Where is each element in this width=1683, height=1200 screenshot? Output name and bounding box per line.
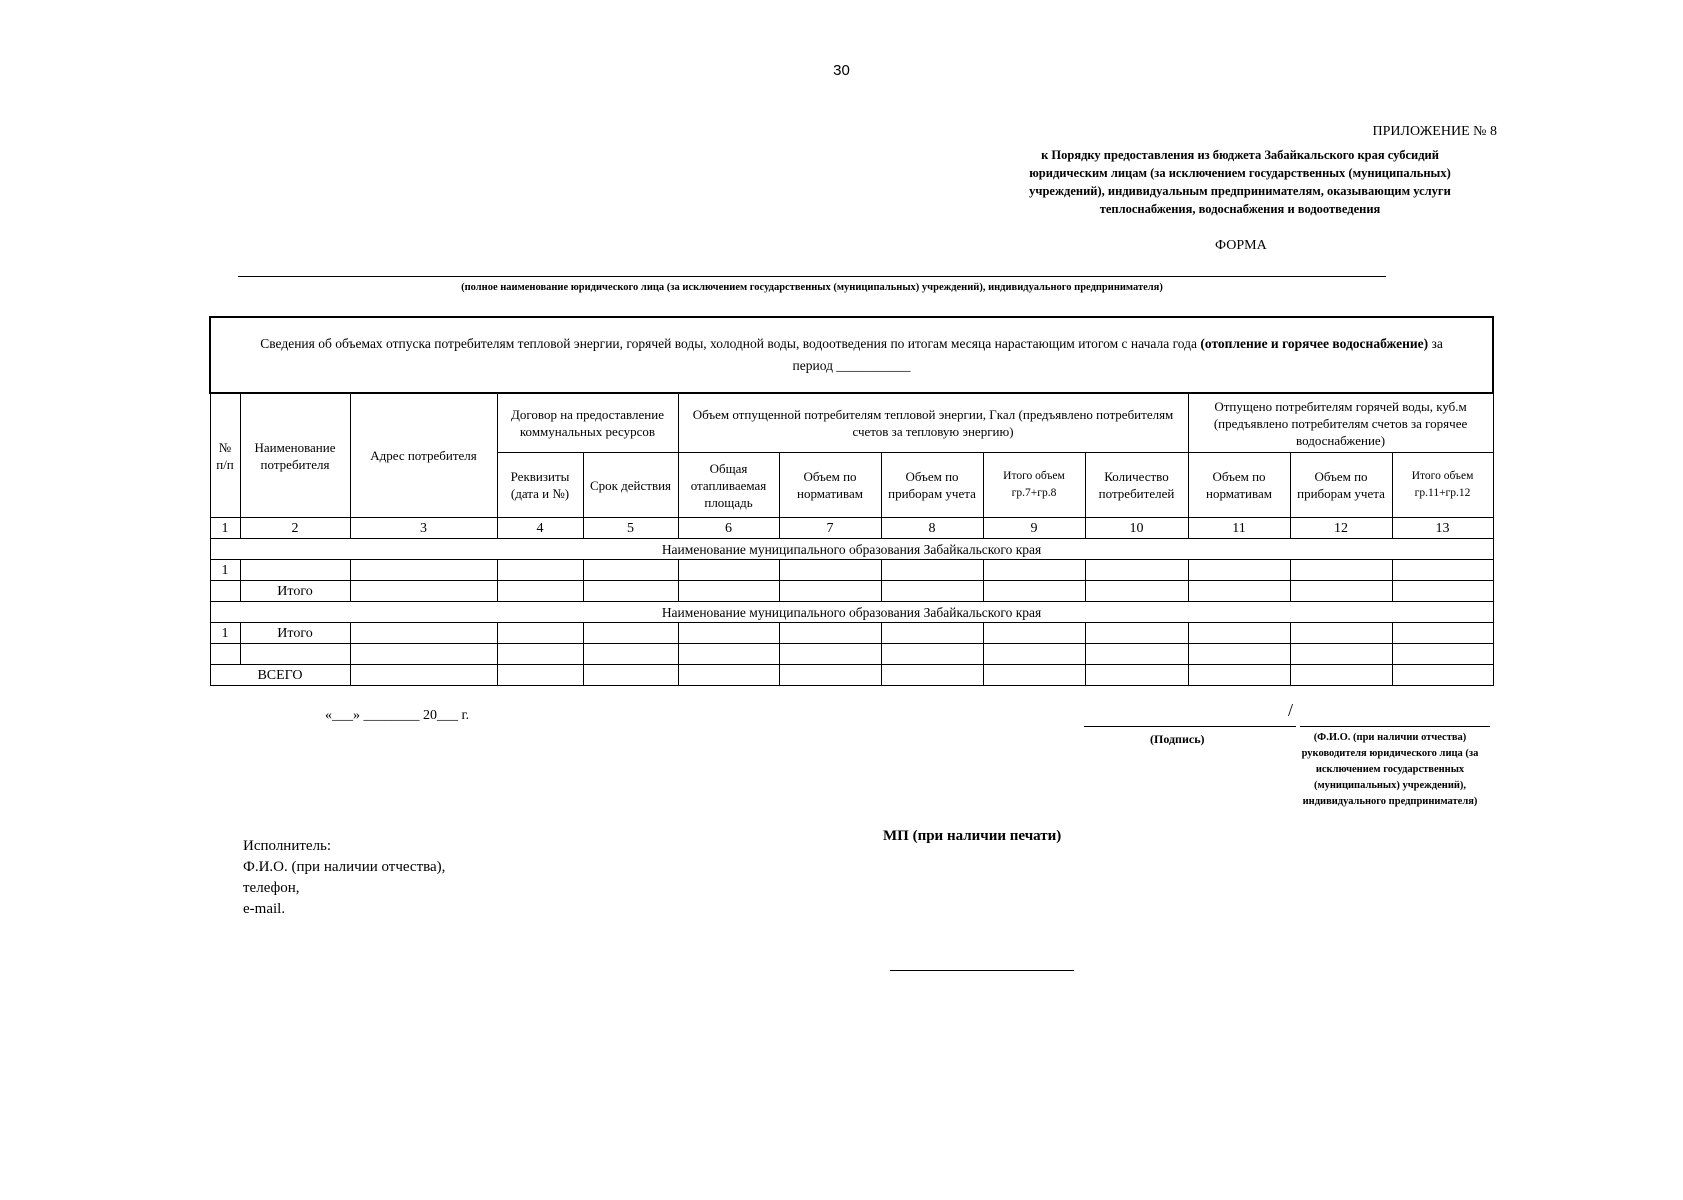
- table-cell: [350, 623, 497, 644]
- table-cell: [881, 560, 983, 581]
- table-cell: [210, 644, 240, 665]
- header-volume-meter: Объем по приборам учета: [881, 453, 983, 518]
- table-row: [210, 581, 1493, 602]
- table-cell: [1085, 644, 1188, 665]
- header-group-water: Отпущено потребителям горячей воды, куб.м (предъявлено потребителям счетов за горячее водоснабжение): [1188, 393, 1493, 453]
- table-cell: [240, 644, 350, 665]
- table-cell: [1290, 665, 1392, 686]
- table-cell: [583, 623, 678, 644]
- grand-total-label: ВСЕГО: [210, 665, 350, 686]
- table-cell: [779, 560, 881, 581]
- organization-name-caption: (полное наименование юридического лица (за исключением государственных (муниципальных) учреждений), индивидуального предпринимателя): [461, 282, 1163, 293]
- executor-email: e-mail.: [243, 901, 286, 917]
- table-cell: [583, 560, 678, 581]
- executor-title: Исполнитель:: [243, 838, 332, 854]
- table-cell: [497, 644, 583, 665]
- table-cell: [678, 665, 779, 686]
- table-title-period: период ___________: [792, 358, 911, 373]
- header-consumers-count: Количество потребителей: [1085, 453, 1188, 518]
- table-cell: [983, 623, 1085, 644]
- table-title-main: Сведения об объемах отпуска потребителям тепловой энергии, горячей воды, холодной воды, водоотведения по итогам месяца нарастающим итогом с начала года: [260, 336, 1198, 351]
- organization-name-line: [238, 276, 1386, 277]
- column-number: 6: [678, 518, 779, 539]
- table-cell: [678, 581, 779, 602]
- header-group-contract: Договор на предоставление коммунальных ресурсов: [497, 393, 678, 453]
- table-cell: [1392, 623, 1493, 644]
- table-cell: [1188, 560, 1290, 581]
- table-cell: [350, 644, 497, 665]
- executor-phone: телефон,: [243, 880, 300, 896]
- header-group-heat: Объем отпущенной потребителям тепловой энергии, Гкал (предъявлено потребителям счетов за тепловую энергию): [678, 393, 1188, 453]
- column-number: 7: [779, 518, 881, 539]
- signature-line: [1084, 726, 1296, 727]
- table-cell: [350, 560, 497, 581]
- table-cell: [497, 560, 583, 581]
- table-cell: [881, 665, 983, 686]
- municipality-label: Наименование муниципального образования Забайкальского края: [210, 602, 1493, 623]
- page-number: 30: [833, 62, 850, 79]
- table-cell: [678, 644, 779, 665]
- table-cell: [983, 560, 1085, 581]
- header-heated-area: Общая отапливаемая площадь: [678, 453, 779, 518]
- table-cell: [881, 623, 983, 644]
- form-label: ФОРМА: [1215, 238, 1267, 253]
- header-total-heat: Итого объем гр.7+гр.8: [983, 453, 1085, 518]
- table-cell: [1392, 560, 1493, 581]
- column-number: 12: [1290, 518, 1392, 539]
- table-cell: [350, 665, 497, 686]
- column-number: 2: [240, 518, 350, 539]
- column-number: 10: [1085, 518, 1188, 539]
- table-cell: [1290, 581, 1392, 602]
- table-cell: [1392, 581, 1493, 602]
- table-cell: [1392, 644, 1493, 665]
- header-volume-norm: Объем по нормативам: [779, 453, 881, 518]
- table-row: [210, 644, 1493, 665]
- table-row: [210, 665, 1493, 686]
- header-no: № п/п: [210, 393, 240, 518]
- column-number: 11: [1188, 518, 1290, 539]
- column-number: 5: [583, 518, 678, 539]
- header-consumer-name: Наименование потребителя: [240, 393, 350, 518]
- report-table: [209, 316, 1494, 686]
- fio-line: [1300, 726, 1490, 727]
- table-cell: [881, 581, 983, 602]
- table-cell: [350, 581, 497, 602]
- header-term: Срок действия: [583, 453, 678, 518]
- subtotal-label: Итого: [240, 581, 350, 602]
- header-consumer-address: Адрес потребителя: [350, 393, 497, 518]
- table-cell: [240, 560, 350, 581]
- table-cell: [1188, 623, 1290, 644]
- table-cell: [779, 665, 881, 686]
- column-number: 3: [350, 518, 497, 539]
- table-cell: [497, 581, 583, 602]
- header-total-water: Итого объем гр.11+гр.12: [1392, 453, 1493, 518]
- table-cell: [1085, 623, 1188, 644]
- table-cell: [881, 644, 983, 665]
- row-index: 1: [210, 560, 240, 581]
- table-title: [210, 317, 1493, 393]
- table-title-bold: (отопление и горячее водоснабжение): [1200, 336, 1429, 351]
- table-cell: [1188, 665, 1290, 686]
- table-cell: [1188, 581, 1290, 602]
- table-row: [210, 623, 1493, 644]
- table-cell: [779, 623, 881, 644]
- table-cell: [210, 581, 240, 602]
- column-number: 1: [210, 518, 240, 539]
- table-row: [210, 560, 1493, 581]
- appendix-text: к Порядку предоставления из бюджета Забайкальского края субсидий юридическим лицам (за исключением государственных (муниципальных) учреждений), индивидуальным предпринимателям, оказывающим услуги теплоснабжения, водоснабжения и водоотведения: [1029, 148, 1451, 216]
- signature-slash: /: [1288, 700, 1294, 720]
- table-cell: [1290, 560, 1392, 581]
- header-volume-norm-water: Объем по нормативам: [1188, 453, 1290, 518]
- table-cell: [583, 665, 678, 686]
- table-title-tail: за: [1431, 336, 1443, 351]
- fio-caption: (Ф.И.О. (при наличии отчества) руководителя юридического лица (за исключением государственных (муниципальных) учреждений), индивидуального предпринимателя): [1301, 732, 1479, 807]
- table-cell: [583, 581, 678, 602]
- header-requisites: Реквизиты (дата и №): [497, 453, 583, 518]
- table-cell: [983, 665, 1085, 686]
- executor-fio: Ф.И.О. (при наличии отчества),: [243, 859, 446, 875]
- executor-block: [243, 836, 445, 920]
- table-cell: [983, 581, 1085, 602]
- subtotal-label: Итого: [240, 623, 350, 644]
- bottom-signature-line: [890, 970, 1074, 971]
- table-cell: [779, 581, 881, 602]
- signature-caption: (Подпись): [1150, 732, 1205, 746]
- column-number: 4: [497, 518, 583, 539]
- appendix-title: ПРИЛОЖЕНИЕ № 8: [1372, 124, 1497, 139]
- table-cell: [497, 665, 583, 686]
- table-cell: [583, 644, 678, 665]
- table-cell: [1085, 581, 1188, 602]
- date-field: «___» ________ 20___ г.: [325, 708, 470, 723]
- table-cell: [983, 644, 1085, 665]
- column-number: 8: [881, 518, 983, 539]
- municipality-label: Наименование муниципального образования Забайкальского края: [210, 539, 1493, 560]
- column-number: 9: [983, 518, 1085, 539]
- table-cell: [1085, 665, 1188, 686]
- table-cell: [678, 623, 779, 644]
- stamp-label: МП (при наличии печати): [883, 828, 1062, 844]
- row-index: 1: [210, 623, 240, 644]
- table-cell: [1392, 665, 1493, 686]
- column-number: 13: [1392, 518, 1493, 539]
- table-cell: [1188, 644, 1290, 665]
- table-cell: [1290, 623, 1392, 644]
- table-cell: [1085, 560, 1188, 581]
- table-cell: [678, 560, 779, 581]
- header-volume-meter-water: Объем по приборам учета: [1290, 453, 1392, 518]
- table-cell: [779, 644, 881, 665]
- table-cell: [497, 623, 583, 644]
- table-cell: [1290, 644, 1392, 665]
